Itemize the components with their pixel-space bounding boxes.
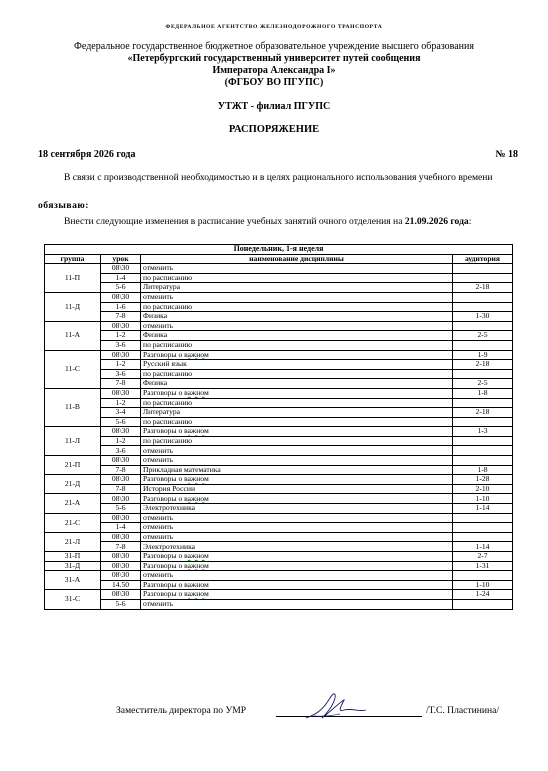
lesson-cell: 14.50 (101, 580, 141, 590)
subject-cell: по расписанию (141, 340, 453, 350)
spellcheck-word: важном (184, 561, 209, 570)
subject-cell: Прикладная математика (141, 465, 453, 475)
column-header-group: группа (45, 254, 101, 264)
lesson-cell: 08\30 (101, 427, 141, 437)
lesson-cell: 08\30 (101, 561, 141, 571)
org-name-line-2: «Петербургский государственный университет путей сообщения (127, 53, 421, 64)
group-cell: 31-С (45, 590, 101, 609)
subject-cell: отменить (141, 321, 453, 331)
instruction-paragraph (38, 216, 514, 228)
org-name-line-1: Федеральное государственное бюджетное образовательное учреждение высшего образования (74, 41, 474, 52)
room-cell (453, 321, 513, 331)
subject-cell: отменить (141, 292, 453, 302)
subject-cell (141, 552, 453, 562)
subject-cell: Электротехника (141, 504, 453, 514)
subject-cell: по расписанию (141, 417, 453, 427)
lesson-cell: 08\30 (101, 475, 141, 485)
signatory-role: Заместитель директора по УМР (116, 705, 247, 716)
subject-cell: Русский язык (141, 360, 453, 370)
room-cell (453, 369, 513, 379)
table-row (45, 571, 513, 581)
subject-cell: История России (141, 484, 453, 494)
room-cell: 1-14 (453, 504, 513, 514)
subject-cell (141, 350, 453, 360)
room-cell: 2-7 (453, 552, 513, 562)
subject-cell: отменить (141, 523, 453, 533)
lesson-cell: 08\30 (101, 292, 141, 302)
room-cell: 1-14 (453, 542, 513, 552)
lesson-cell: 7-8 (101, 312, 141, 322)
lesson-cell: 08\30 (101, 532, 141, 542)
lesson-cell: 1-4 (101, 273, 141, 283)
subject-cell: отменить (141, 446, 453, 456)
room-cell: 1-3 (453, 427, 513, 437)
subject-cell: отменить (141, 456, 453, 466)
subject-cell (141, 580, 453, 590)
spellcheck-word: важном (184, 551, 209, 561)
group-cell: 31-А (45, 571, 101, 590)
lesson-cell: 7-8 (101, 465, 141, 475)
lesson-cell: 3-4 (101, 408, 141, 418)
room-cell: 1-24 (453, 590, 513, 600)
table-row (45, 312, 513, 322)
subject-text: Разговоры о (143, 580, 185, 589)
subject-cell (141, 427, 453, 437)
room-cell: 2-18 (453, 360, 513, 370)
room-cell: 1-8 (453, 465, 513, 475)
spellcheck-word: важном (184, 474, 209, 484)
subject-cell: по расписанию (141, 436, 453, 446)
group-cell: 11-С (45, 350, 101, 388)
lesson-cell: 08\30 (101, 571, 141, 581)
subject-cell: Электротехника (141, 542, 453, 552)
lesson-cell: 1-2 (101, 331, 141, 341)
table-row (45, 369, 513, 379)
table-row (45, 523, 513, 533)
group-cell: 21-Л (45, 532, 101, 551)
lesson-cell: 3-6 (101, 369, 141, 379)
room-cell (453, 532, 513, 542)
subject-text: Разговоры о (143, 426, 185, 436)
room-cell (453, 273, 513, 283)
lesson-cell: 08\30 (101, 264, 141, 274)
subject-cell: по расписанию (141, 273, 453, 283)
subject-text: Разговоры о (143, 388, 185, 397)
subject-cell: по расписанию (141, 398, 453, 408)
group-cell: 21-С (45, 513, 101, 532)
subject-cell: Физика (141, 331, 453, 341)
room-cell: 2-18 (453, 408, 513, 418)
table-row (45, 388, 513, 398)
lesson-cell: 7-8 (101, 542, 141, 552)
lesson-cell: 7-8 (101, 484, 141, 494)
lesson-cell: 3-6 (101, 340, 141, 350)
group-cell: 11-Д (45, 292, 101, 321)
table-row (45, 590, 513, 600)
instruction-date: 21.09.2026 года (404, 216, 469, 227)
room-cell (453, 456, 513, 466)
subject-cell (141, 388, 453, 398)
subject-text: Разговоры о (143, 493, 185, 503)
table-row (45, 331, 513, 341)
table-row (45, 379, 513, 389)
room-cell: 1-30 (453, 312, 513, 322)
spellcheck-word: важном (184, 426, 209, 436)
room-cell: 1-9 (453, 350, 513, 360)
subject-cell (141, 590, 453, 600)
room-cell (453, 398, 513, 408)
table-row (45, 292, 513, 302)
table-row (45, 427, 513, 437)
table-row (45, 417, 513, 427)
room-cell: 2-10 (453, 484, 513, 494)
lesson-cell: 1-6 (101, 302, 141, 312)
table-row (45, 436, 513, 446)
subject-text: Разговоры о (143, 589, 185, 599)
group-cell: 21-П (45, 456, 101, 475)
lesson-cell: 1-4 (101, 523, 141, 533)
table-row (45, 398, 513, 408)
lesson-cell: 5-6 (101, 283, 141, 293)
room-cell (453, 446, 513, 456)
subject-cell: отменить (141, 532, 453, 542)
table-row (45, 532, 513, 542)
table-row (45, 340, 513, 350)
org-abbreviation: (ФГБОУ ВО ПГУПС) (224, 77, 324, 88)
table-row (45, 561, 513, 571)
table-row (45, 542, 513, 552)
room-cell: 1-28 (453, 475, 513, 485)
group-cell: 11-П (45, 264, 101, 293)
subject-cell: отменить (141, 599, 453, 609)
lesson-cell: 08\30 (101, 350, 141, 360)
table-row (45, 580, 513, 590)
subject-text: Разговоры о (143, 561, 185, 570)
subject-cell: Физика (141, 379, 453, 389)
lesson-cell: 08\30 (101, 321, 141, 331)
room-cell: 2-18 (453, 283, 513, 293)
schedule-body (45, 264, 513, 609)
table-row (45, 513, 513, 523)
subject-cell: Литература (141, 408, 453, 418)
room-cell (453, 264, 513, 274)
instruction-text: Внести следующие изменения в расписание учебных занятий очного отделения на (64, 216, 403, 227)
lesson-cell: 08\30 (101, 590, 141, 600)
lesson-cell: 1-2 (101, 398, 141, 408)
spellcheck-word: важном (184, 388, 209, 397)
day-header: Понедельник, 1-я неделя (45, 245, 513, 255)
table-row (45, 456, 513, 466)
document-number: № 18 (495, 149, 518, 160)
lesson-cell: 08\30 (101, 494, 141, 504)
group-cell: 31-П (45, 552, 101, 562)
group-cell: 11-А (45, 321, 101, 350)
room-cell: 2-5 (453, 379, 513, 389)
subject-text: Разговоры о (143, 551, 185, 561)
room-cell: 1-10 (453, 494, 513, 504)
lesson-cell: 08\30 (101, 388, 141, 398)
table-row (45, 446, 513, 456)
org-name-line-3: Императора Александра I» (212, 65, 336, 76)
spellcheck-word: важном (184, 580, 209, 589)
subject-cell: по расписанию (141, 302, 453, 312)
schedule-table (44, 244, 513, 610)
column-header-subject: наименование дисциплины (141, 254, 453, 264)
subject-cell (141, 561, 453, 571)
oblige-word: обязываю: (38, 200, 89, 211)
subject-cell (141, 494, 453, 504)
subject-text: Разговоры о (143, 474, 185, 484)
room-cell (453, 340, 513, 350)
table-row (45, 552, 513, 562)
branch-name: УТЖТ - филиал ПГУПС (217, 101, 331, 112)
subject-cell: по расписанию (141, 369, 453, 379)
spellcheck-word: важном (184, 350, 209, 359)
room-cell: 1-8 (453, 388, 513, 398)
room-cell: 1-31 (453, 561, 513, 571)
lesson-cell: 5-6 (101, 599, 141, 609)
table-row (45, 408, 513, 418)
lesson-cell: 08\30 (101, 456, 141, 466)
lesson-cell: 1-2 (101, 360, 141, 370)
table-row (45, 350, 513, 360)
table-row (45, 360, 513, 370)
column-header-room: аудитория (453, 254, 513, 264)
group-cell: 31-Д (45, 561, 101, 571)
table-row (45, 302, 513, 312)
spellcheck-word: важном (184, 589, 209, 599)
room-cell (453, 571, 513, 581)
lesson-cell: 08\30 (101, 552, 141, 562)
room-cell: 2-5 (453, 331, 513, 341)
table-row (45, 484, 513, 494)
table-row (45, 264, 513, 274)
subject-cell: отменить (141, 513, 453, 523)
table-row (45, 283, 513, 293)
room-cell (453, 513, 513, 523)
room-cell (453, 302, 513, 312)
column-header-lesson: урок (101, 254, 141, 264)
lesson-cell: 3-6 (101, 446, 141, 456)
room-cell (453, 436, 513, 446)
table-row (45, 273, 513, 283)
signatory-name: /Т.С. Пластинина/ (426, 705, 500, 716)
table-row (45, 599, 513, 609)
subject-cell: отменить (141, 264, 453, 274)
table-row (45, 321, 513, 331)
table-row (45, 494, 513, 504)
subject-cell (141, 475, 453, 485)
room-cell (453, 292, 513, 302)
document-date: 18 сентября 2026 года (38, 149, 136, 160)
lesson-cell: 7-8 (101, 379, 141, 389)
group-cell: 11-Л (45, 427, 101, 456)
table-row (45, 475, 513, 485)
lesson-cell: 1-2 (101, 436, 141, 446)
subject-cell: Физика (141, 312, 453, 322)
group-cell: 11-В (45, 388, 101, 426)
intro-paragraph: В связи с производственной необходимостью и в целях рационального использования учебного времени (64, 172, 493, 183)
room-cell: 1-10 (453, 580, 513, 590)
lesson-cell: 5-6 (101, 504, 141, 514)
table-row (45, 465, 513, 475)
subject-text: Разговоры о (143, 350, 185, 359)
subject-cell: Литература (141, 283, 453, 293)
table-row (45, 504, 513, 514)
group-cell: 21-А (45, 494, 101, 513)
agency-header: ФЕДЕРАЛЬНОЕ АГЕНТСТВО ЖЕЛЕЗНОДОРОЖНОГО ТРАНСПОРТА (165, 24, 383, 30)
room-cell (453, 599, 513, 609)
lesson-cell: 5-6 (101, 417, 141, 427)
room-cell (453, 523, 513, 533)
subject-cell: отменить (141, 571, 453, 581)
document-title: РАСПОРЯЖЕНИЕ (228, 124, 320, 135)
instruction-tail: : (468, 216, 472, 227)
handwritten-signature (300, 688, 370, 724)
group-cell: 21-Д (45, 475, 101, 494)
lesson-cell: 08\30 (101, 513, 141, 523)
spellcheck-word: важном (184, 493, 209, 503)
room-cell (453, 417, 513, 427)
